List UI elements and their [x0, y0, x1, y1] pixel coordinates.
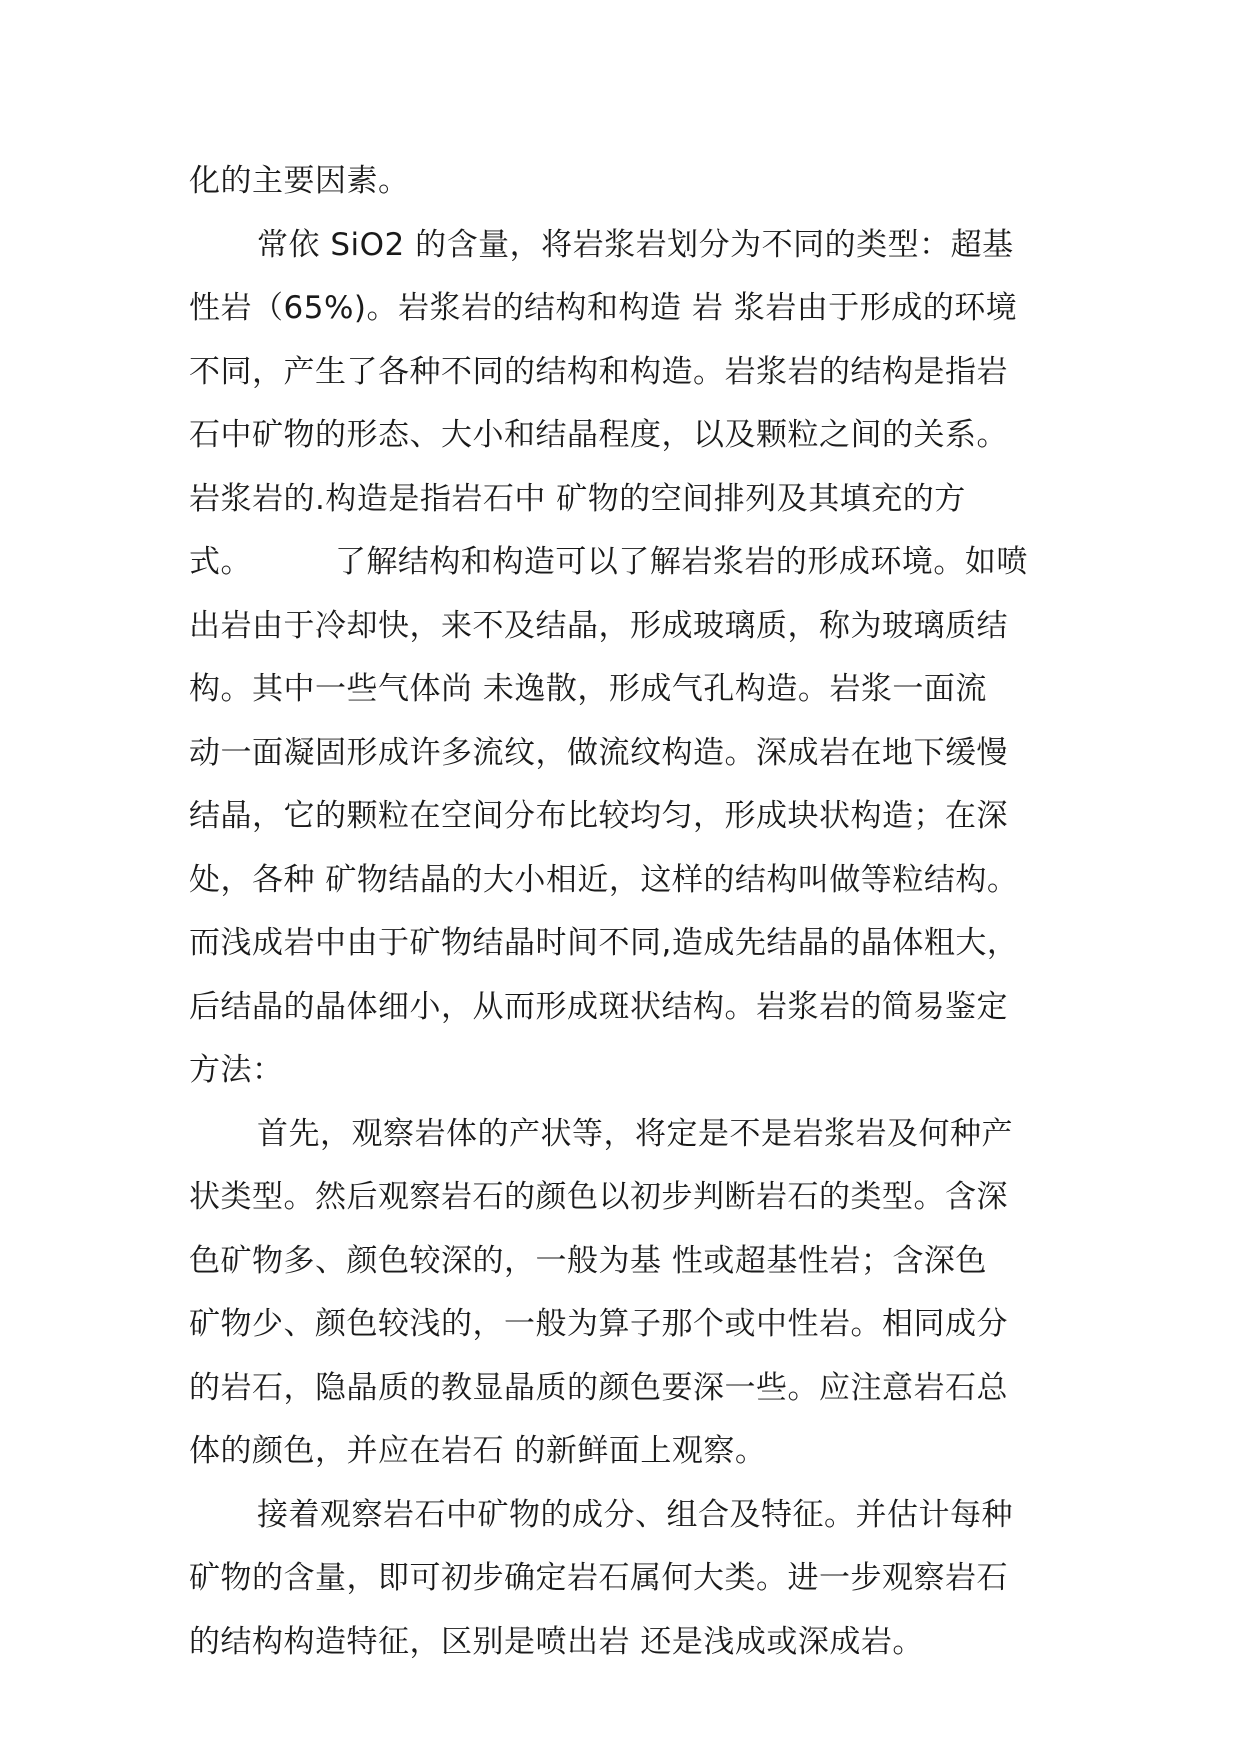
text-line: 方法： [189, 1052, 284, 1088]
text-line: 石中矿物的形态、大小和结晶程度，以及颗粒之间的关系。 [189, 417, 1008, 453]
text-line: 而浅成岩中由于矿物结晶时间不同,造成先结晶的晶体粗大， [189, 925, 1019, 961]
text-line: 接着观察岩石中矿物的成分、组合及特征。并估计每种 [257, 1496, 1013, 1533]
text-line: 岩浆岩的.构造是指岩石中 矿物的空间排列及其填充的方 [189, 480, 966, 517]
text-line: 性岩（65%)。岩浆岩的结构和构造 岩 浆岩由于形成的环境 [189, 290, 1018, 326]
text-line: 色矿物多、颜色较深的，一般为基 性或超基性岩；含深色 [189, 1242, 987, 1279]
text-line: 处，各种 矿物结晶的大小相近，这样的结构叫做等粒结构。 [189, 861, 1019, 898]
text-line: 常依 SiO2 的含量，将岩浆岩划分为不同的类型：超基 [257, 226, 1014, 263]
body-text [189, 150, 1069, 1674]
text-line: 矿物的含量，即可初步确定岩石属何大类。进一步观察岩石 [189, 1560, 1008, 1596]
text-line: 后结晶的晶体细小，从而形成斑状结构。岩浆岩的简易鉴定 [189, 988, 1008, 1025]
text-line: 式。 了解结构和构造可以了解岩浆岩的形成环境。如喷 [189, 544, 1028, 580]
text-line: 的结构构造特征，区别是喷出岩 还是浅成或深成岩。 [189, 1623, 924, 1660]
text-line: 动一面凝固形成许多流纹，做流纹构造。深成岩在地下缓慢 [189, 734, 1008, 771]
text-line: 首先，观察岩体的产状等，将定是不是岩浆岩及何种产 [257, 1115, 1013, 1152]
text-line: 不同，产生了各种不同的结构和构造。岩浆岩的结构是指岩 [189, 353, 1008, 390]
text-line: 化的主要因素。 [189, 163, 410, 199]
text-line: 矿物少、颜色较浅的，一般为算子那个或中性岩。相同成分 [189, 1306, 1008, 1342]
text-line: 构。其中一些气体尚 未逸散，形成气孔构造。岩浆一面流 [189, 671, 987, 707]
text-line: 状类型。然后观察岩石的颜色以初步判断岩石的类型。含深 [189, 1179, 1008, 1215]
text-line: 的岩石，隐晶质的教显晶质的颜色要深一些。应注意岩石总 [189, 1369, 1008, 1406]
text-line: 出岩由于冷却快，来不及结晶，形成玻璃质，称为玻璃质结 [189, 607, 1008, 644]
text-line: 体的颜色，并应在岩石 的新鲜面上观察。 [189, 1433, 767, 1469]
text-line: 结晶，它的颗粒在空间分布比较均匀，形成块状构造；在深 [189, 798, 1008, 834]
